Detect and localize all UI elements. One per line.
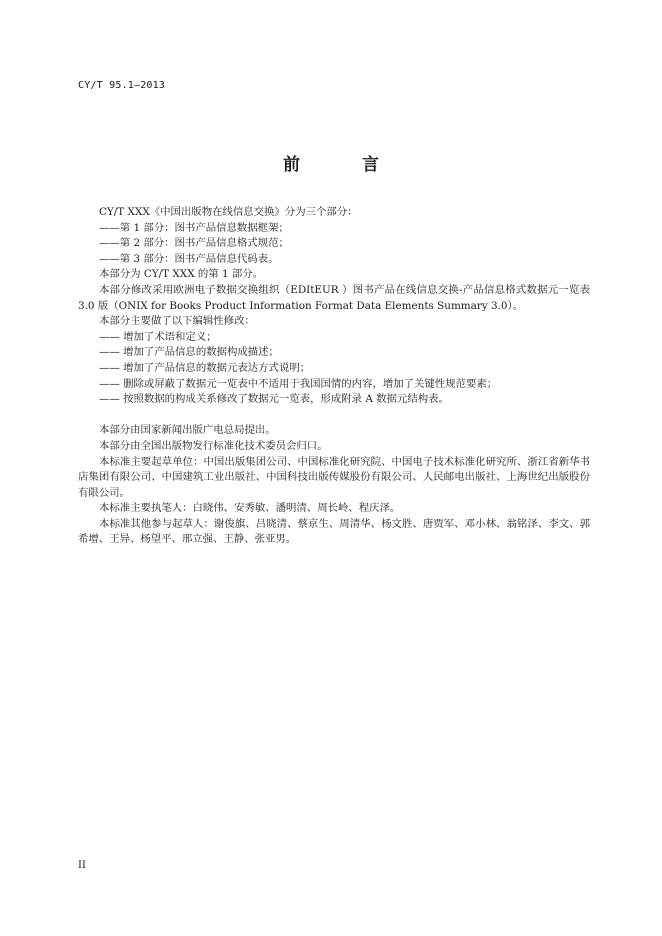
list-item: —— 删除或屏蔽了数据元一览表中不适用于我国国情的内容，增加了关键性规范要素；: [99, 377, 498, 390]
paragraph: ——第 2 部分：图书产品信息格式规范；: [99, 237, 289, 250]
list-item: —— 增加了产品信息的数据构成描述；: [99, 346, 279, 359]
paragraph: ——第 3 部分：图书产品信息代码表。: [99, 252, 279, 265]
paragraph: ——第 1 部分：图书产品信息数据框架；: [99, 221, 289, 234]
page-title: 前 言: [283, 155, 407, 175]
principal-drafters: 本标准主要执笔人：白晓伟、安秀敏、潘明清、周长岭、程庆泽。: [99, 502, 401, 515]
paragraph: CY/T XXX《中国出版物在线信息交换》分为三个部分：: [99, 206, 358, 218]
standard-code: CY/T 95.1—2013: [78, 80, 166, 91]
other-drafters: 本标准其他参与起草人：谢俊旗、吕晓清、蔡京生、周清华、杨文胜、唐贾军、邓小林、翁铭泽、李文、郭希增、王异、杨望平、邢立强、王静、张亚男。: [78, 517, 590, 546]
list-item: —— 按照数据的构成关系修改了数据元一览表，形成附录 A 数据元结构表。: [99, 393, 449, 406]
paragraph: 本部分修改采用欧洲电子数据交换组织（EDItEUR ）图书产品在线信息交换-产品信息格式数据元一览表 3.0 版（ONIX for Books Product Information Format Data Elements Summary 3.0）。: [78, 283, 590, 312]
paragraph: 本部分主要做了以下编辑性修改：: [99, 315, 255, 328]
paragraph-gap: [78, 408, 590, 424]
drafting-units: 本标准主要起草单位：中国出版集团公司、中国标准化研究院、中国电子技术标准化研究所、浙江省新华书店集团有限公司、中国建筑工业出版社、中国科技出版传媒股份有限公司、人民邮电出版社、上海世纪出版股份有限公司。: [78, 455, 590, 499]
paragraph: 本部分为 CY/T XXX 的第 1 部分。: [99, 268, 264, 281]
paragraph: 本部分由国家新闻出版广电总局提出。: [99, 424, 276, 437]
document-body: [78, 205, 590, 548]
page-number: II: [78, 860, 86, 871]
paragraph: 本部分由全国出版物发行标准化技术委员会归口。: [99, 439, 328, 452]
list-item: —— 增加了产品信息的数据元表达方式说明；: [99, 361, 311, 374]
list-item: —— 增加了术语和定义；: [99, 330, 217, 343]
